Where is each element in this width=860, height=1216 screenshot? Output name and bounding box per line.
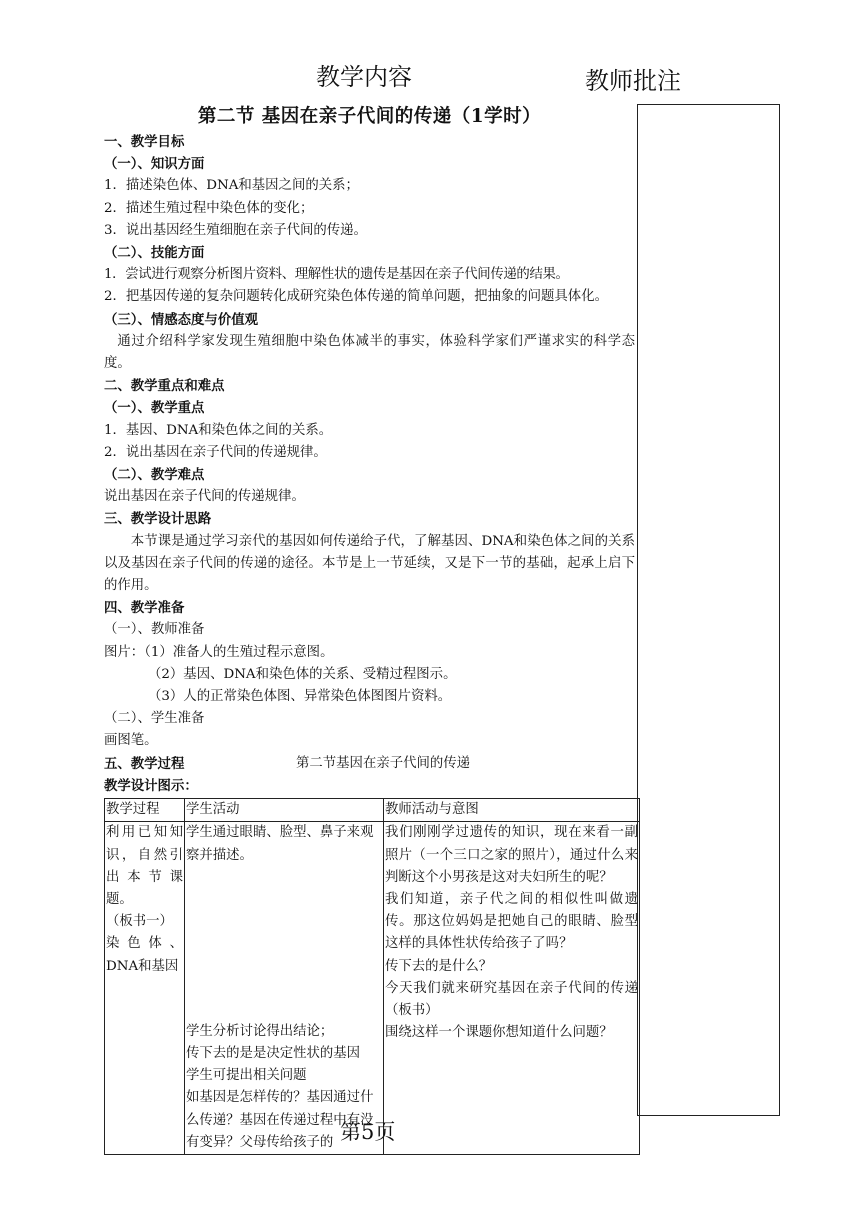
section-heading xyxy=(104,753,635,775)
list-item: 图片：（1）准备人的生殖过程示意图。 xyxy=(104,644,334,660)
list-item: 1．尝试进行观察分析图片资料、理解性状的遗传是基因在亲子代间传递的结果。 xyxy=(104,267,569,283)
paragraph: 通过介绍科学家发现生殖细胞中染色体减半的事实，体验科学家们严谨求实的科学态度。 xyxy=(104,333,635,372)
cell-line: 如基因是怎样传的？基因通过什么传递？基因在传递过程中有没有变异？父母传给孩子的 xyxy=(186,1090,374,1150)
student-activity-cell xyxy=(185,822,384,1155)
paragraph: 说出基因在亲子代间的传递规律。 xyxy=(104,489,305,505)
lesson-title: 第二节 基因在亲子代间的传递（1学时） xyxy=(197,106,542,127)
teaching-design-table xyxy=(104,798,640,1155)
section-heading: 三、教学设计思路 xyxy=(104,511,212,528)
lesson-content xyxy=(104,104,638,1155)
process-section-name: 第二节基因在亲子代间的传递 xyxy=(296,755,471,771)
cell-line: 学生可提出相关问题 xyxy=(186,1068,307,1084)
subsection-heading: （二）、学生准备 xyxy=(104,711,205,727)
header-teacher-notes: 教师批注 xyxy=(585,67,681,95)
teacher-activity-cell xyxy=(384,822,640,1155)
subsection-heading: （三）、情感态度与价值观 xyxy=(104,311,258,328)
cell-line: 学生分析讨论得出结论； xyxy=(186,1023,334,1039)
list-item: 1．描述染色体、DNA和基因之间的关系； xyxy=(104,178,359,194)
cell-line: 染色体、DNA和基因 xyxy=(106,936,183,974)
cell-line: 传下去的是是决定性状的基因 xyxy=(186,1045,361,1061)
paragraph: 画图笔。 xyxy=(104,733,158,749)
cell-line: 围绕这样一个课题你想知道什么问题？ xyxy=(385,1025,613,1041)
subsection-heading: （二）、教学难点 xyxy=(104,467,205,484)
table-row xyxy=(105,822,640,1155)
cell-spacer xyxy=(186,867,382,1021)
table-header-cell: 学生活动 xyxy=(185,799,384,822)
paragraph: 本节课是通过学习亲代的基因如何传递给子代，了解基因、DNA和染色体之间的关系以及基因在亲子代间的传递的途径。本节是上一节延续，又是下一节的基础，起承上启下的作用。 xyxy=(104,533,635,594)
list-item: 1．基因、DNA和染色体之间的关系。 xyxy=(104,422,333,438)
subsection-heading: （一）、知识方面 xyxy=(104,156,205,173)
page-number: 第5页 xyxy=(340,1120,396,1144)
section-heading: 四、教学准备 xyxy=(104,600,185,617)
teacher-notes-box xyxy=(637,104,780,1116)
subsection-heading: （一）、教学重点 xyxy=(104,400,205,417)
cell-line: 利用已知知识，自然引出本节课题。 xyxy=(106,825,183,907)
list-item: 2．描述生殖过程中染色体的变化； xyxy=(104,200,314,216)
cell-line: 今天我们就来研究基因在亲子代间的传递（板书） xyxy=(385,980,638,1018)
cell-line: 我们知道，亲子代之间的相似性叫做遗传。那这位妈妈是把她自己的眼睛、脸型这样的具体性状传给孩子了吗？ xyxy=(385,891,638,952)
cell-line: （板书一） xyxy=(106,914,173,930)
cell-line: 学生通过眼睛、脸型、鼻子来观察并描述。 xyxy=(186,825,374,863)
list-item: 2．把基因传递的复杂问题转化成研究染色体传递的简单问题，把抽象的问题具体化。 xyxy=(104,289,608,305)
process-cell xyxy=(105,822,185,1155)
cell-line: 我们刚刚学过遗传的知识，现在来看一副照片（一个三口之家的照片），通过什么来判断这个小男孩是这对夫妇所生的呢？ xyxy=(385,825,638,885)
list-item: （3）人的正常染色体图、异常染色体图图片资料。 xyxy=(148,689,452,705)
subsection-heading: （二）、技能方面 xyxy=(104,245,205,262)
diagram-heading: 教学设计图示： xyxy=(104,777,198,794)
section-heading: 一、教学目标 xyxy=(104,134,185,150)
table-header-row xyxy=(105,799,640,822)
list-item: （2）基因、DNA和染色体的关系、受精过程图示。 xyxy=(148,666,457,682)
table-header-cell: 教学过程 xyxy=(105,799,185,822)
list-item: 3．说出基因经生殖细胞在亲子代间的传递。 xyxy=(104,222,367,238)
header-teaching-content: 教学内容 xyxy=(316,63,412,91)
list-item: 2．说出基因在亲子代间的传递规律。 xyxy=(104,444,327,460)
table-header-cell: 教师活动与意图 xyxy=(384,799,640,822)
process-heading: 五、教学过程 xyxy=(104,755,185,772)
cell-line: 传下去的是什么？ xyxy=(385,958,493,974)
section-heading: 二、教学重点和难点 xyxy=(104,378,225,395)
subsection-heading: （一）、教师准备 xyxy=(104,622,205,638)
